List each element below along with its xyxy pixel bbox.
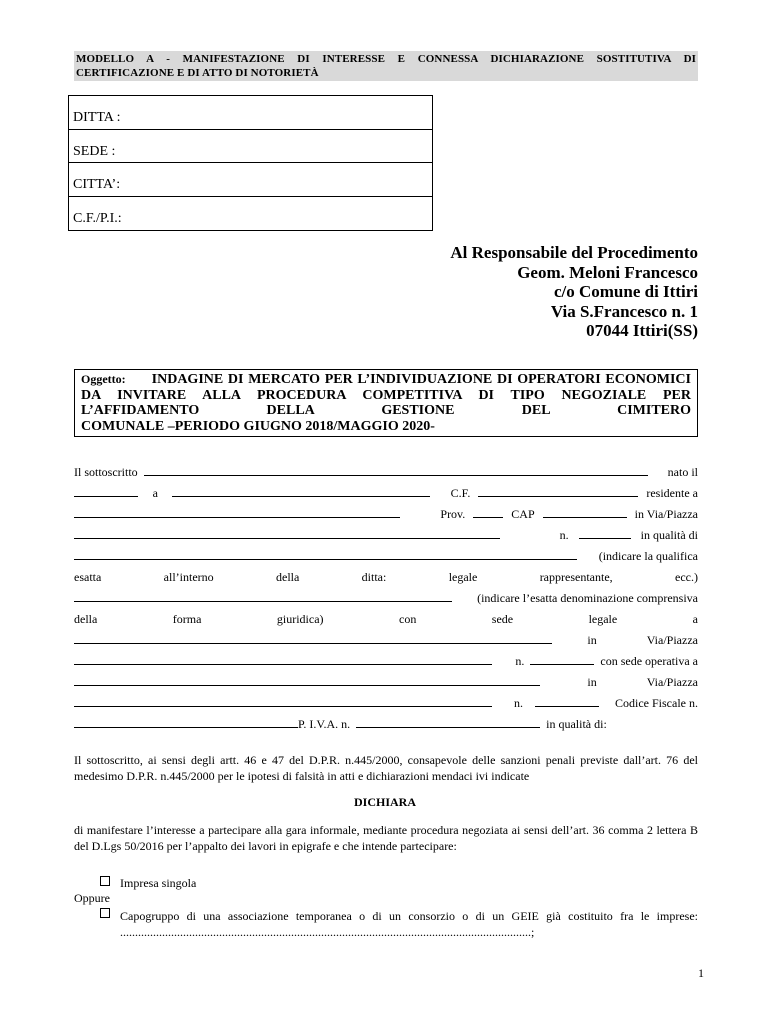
intent-paragraph: di manifestare l’interesse a partecipare alla gara informale, mediante procedura negoziata ai sensi dell’art. 36 comma 2 lettera B del D.Lgs 50/2016 per l’appalto dei lavori in epigrafe e che intende partecipare: <box>74 823 698 853</box>
recipient-line: c/o Comune di Ittiri <box>553 282 698 301</box>
label-sottoscritto: Il sottoscritto <box>74 465 138 479</box>
word: giuridica) <box>276 612 324 626</box>
word: rappresentante, <box>539 570 613 584</box>
sede-operativa-field[interactable] <box>74 675 540 686</box>
word: a <box>692 612 698 626</box>
label-residente: residente a <box>646 486 698 500</box>
word: con <box>399 612 417 626</box>
word: all’interno <box>163 570 214 584</box>
form-line-12 <box>74 696 698 710</box>
sede-operativa-street-field[interactable] <box>74 696 492 707</box>
form-line-3 <box>74 507 698 521</box>
form-line-13 <box>74 717 698 731</box>
label-in: in <box>587 675 597 689</box>
form-line-6 <box>74 570 698 584</box>
piva-field[interactable] <box>356 717 540 728</box>
label-sede-operativa: con sede operativa a <box>600 654 698 668</box>
subject-label: Oggetto: <box>81 372 126 386</box>
word: ditta: <box>361 570 387 584</box>
form-line-7 <box>74 591 698 605</box>
label-qualita-di: in qualità di: <box>546 717 607 731</box>
form-line-4 <box>74 528 698 542</box>
word: esatta <box>74 570 102 584</box>
company-info-box <box>68 95 433 231</box>
dichiara-heading: DICHIARA <box>353 795 416 809</box>
cf-input-field[interactable] <box>478 486 638 497</box>
cf-field[interactable]: C.F./P.I.: <box>73 210 122 226</box>
subject-text-last: COMUNALE –PERIODO GIUGNO 2018/MAGGIO 2020- <box>81 418 435 434</box>
label-cf: C.F. <box>450 486 471 500</box>
word: forma <box>172 612 202 626</box>
subject-box <box>74 369 698 437</box>
qualifica-field[interactable] <box>74 549 577 560</box>
sede-operativa-number-field[interactable] <box>535 696 599 707</box>
form-line-11 <box>74 675 698 689</box>
cap-field[interactable] <box>543 507 627 518</box>
form-line-10 <box>74 654 698 668</box>
label-denominazione: (indicare l’esatta denominazione comprensiva <box>477 591 698 605</box>
label-n: n. <box>515 654 525 668</box>
name-field[interactable] <box>144 465 648 476</box>
codice-fiscale-field[interactable] <box>74 717 298 728</box>
label-via-piazza: Via/Piazza <box>646 633 698 647</box>
form-line-1 <box>74 465 698 479</box>
birth-place-field[interactable] <box>172 486 430 497</box>
word: legale <box>588 612 618 626</box>
denominazione-field[interactable] <box>74 591 452 602</box>
form-line-2 <box>74 486 698 500</box>
sede-legale-street-field[interactable] <box>74 654 492 665</box>
residence-field[interactable] <box>74 507 400 518</box>
sede-legale-number-field[interactable] <box>530 654 594 665</box>
declaration-paragraph: Il sottoscritto, ai sensi degli artt. 46 e 47 del D.P.R. n.445/2000, consapevole delle sanzioni penali previste dall’art. 76 del medesimo D.P.R. n.445/2000 per le ipotesi di falsità in atti e dichiarazioni mendaci ivi indicate <box>74 753 698 783</box>
sede-legale-field[interactable] <box>74 633 552 644</box>
word: legale <box>448 570 478 584</box>
oppure-label: Oppure <box>74 891 110 905</box>
label-indicare-qualifica: (indicare la qualifica <box>598 549 698 563</box>
capogruppo-checkbox[interactable] <box>100 908 110 918</box>
ditta-field[interactable]: DITTA : <box>69 96 432 130</box>
page-number: 1 <box>698 966 704 980</box>
label-nato: nato il <box>667 465 698 479</box>
impresa-singola-label: Impresa singola <box>120 876 197 890</box>
label-via-piazza: Via/Piazza <box>646 675 698 689</box>
subject-text: INDAGINE DI MERCATO PER L’INDIVIDUAZIONE DI OPERATORI ECONOMICI DA INVITARE ALLA PROCEDURA COMPETITIVA DI TIPO NEGOZIALE PER L’AFFIDAMENTO DELLA GESTIONE DEL CIMITERO <box>81 372 691 418</box>
form-line-9 <box>74 633 698 647</box>
recipient-line: 07044 Ittiri(SS) <box>586 321 698 340</box>
label-qualita: in qualità di <box>640 528 698 542</box>
form-line-5 <box>74 549 698 563</box>
sede-field[interactable]: SEDE : <box>69 130 432 164</box>
word: della <box>276 570 300 584</box>
citta-field[interactable]: CITTA’: <box>69 163 432 197</box>
form-line-8 <box>74 612 698 626</box>
recipient-address <box>450 243 698 341</box>
recipient-line: Via S.Francesco n. 1 <box>550 301 698 321</box>
label-via-piazza: in Via/Piazza <box>634 507 698 521</box>
capogruppo-label: Capogruppo di una associazione temporanea o di un consorzio o di un GEIE già costituito fra le imprese: .........................................................................................................................................; <box>120 909 698 939</box>
word: ecc.) <box>675 570 698 584</box>
impresa-singola-checkbox[interactable] <box>100 876 110 886</box>
prov-field[interactable] <box>473 507 503 518</box>
label-n: n. <box>514 696 524 710</box>
label-a: a <box>152 486 158 500</box>
label-prov: Prov. <box>440 507 466 521</box>
label-n: n. <box>559 528 569 542</box>
label-cap: CAP <box>511 507 535 521</box>
word: della <box>74 612 98 626</box>
number-field[interactable] <box>579 528 631 539</box>
recipient-line: Geom. Meloni Francesco <box>517 262 698 282</box>
label-codice-fiscale: Codice Fiscale n. <box>615 696 698 710</box>
birth-date-field[interactable] <box>74 486 138 497</box>
recipient-line: Al Responsabile del Procedimento <box>450 243 698 262</box>
label-piva: P. I.V.A. n. <box>298 717 351 731</box>
word: sede <box>491 612 514 626</box>
street-field[interactable] <box>74 528 500 539</box>
label-in: in <box>587 633 597 647</box>
form-title: MODELLO A - MANIFESTAZIONE DI INTERESSE E CONNESSA DICHIARAZIONE SOSTITUTIVA DI CERTIFICAZIONE E DI ATTO DI NOTORIETÀ <box>76 53 696 79</box>
